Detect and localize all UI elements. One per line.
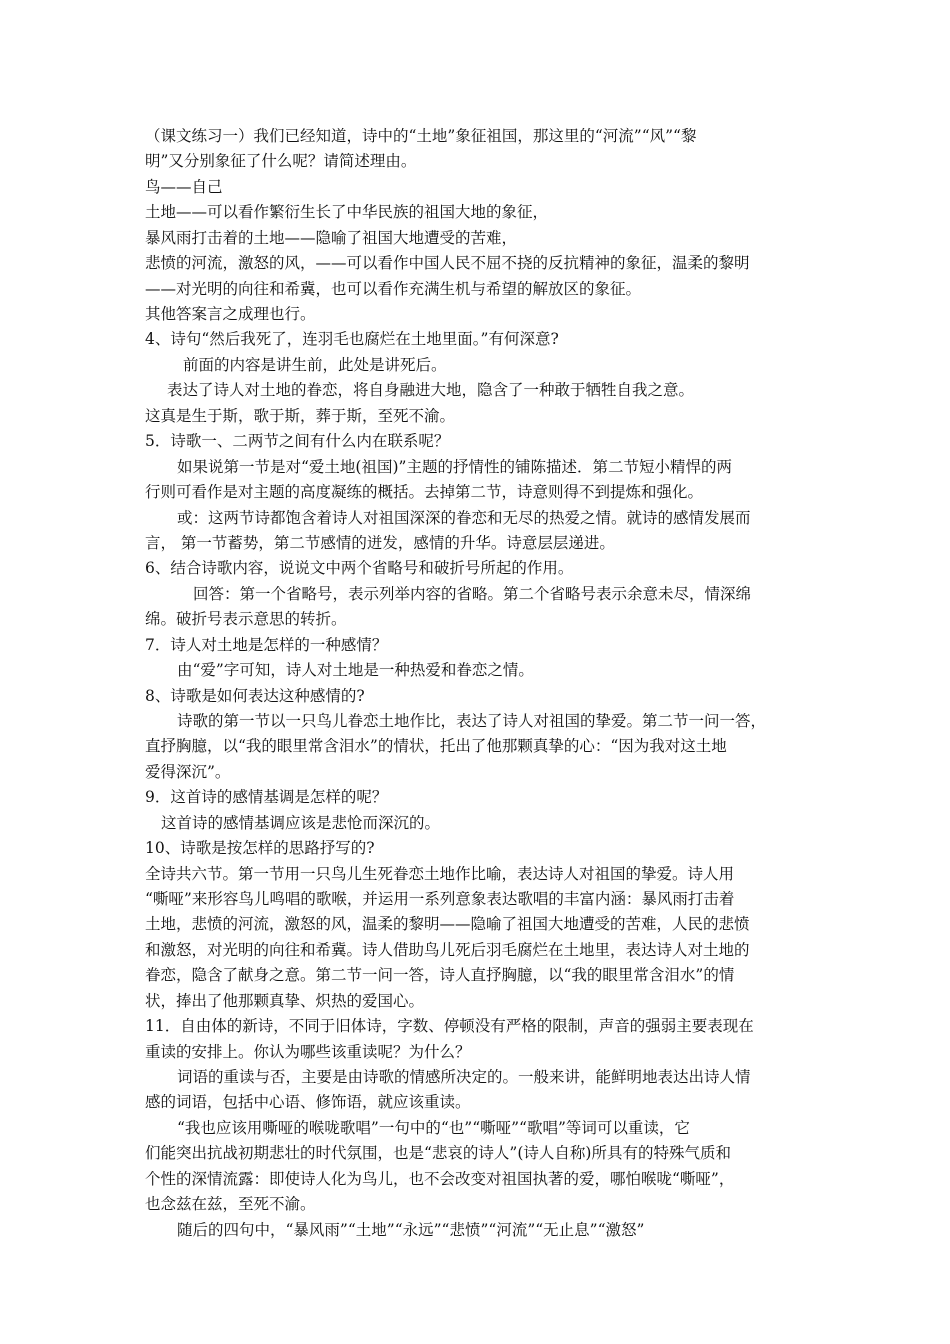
text-line: 和激怒，对光明的向往和希冀。诗人借助鸟儿死后羽毛腐烂在土地里，表达诗人对土地的	[145, 941, 750, 959]
text-line: 爱得深沉”。	[145, 763, 231, 781]
text-line: ——对光明的向往和希冀，也可以看作充满生机与希望的解放区的象征。	[145, 280, 642, 298]
text-line: 言， 第一节蓄势，第二节感情的迸发，感情的升华。诗意层层递进。	[145, 534, 615, 552]
text-line: 词语的重读与否，主要是由诗歌的情感所决定的。一般来讲，能鲜明地表达出诗人情	[177, 1068, 751, 1086]
text-line: 感的词语，包括中心语、修饰语，就应该重读。	[145, 1093, 471, 1111]
text-line: 们能突出抗战初期悲壮的时代氛围，也是“悲哀的诗人”(诗人自称)所具有的特殊气质和	[145, 1144, 731, 1162]
text-line: “我也应该用嘶哑的喉咙歌唱”一句中的“也”“嘶哑”“歌唱”等词可以重读，它	[177, 1119, 690, 1137]
text-line: 表达了诗人对土地的眷恋，将自身融进大地，隐含了一种敢于牺牲自我之意。	[167, 381, 695, 399]
question-heading: 7．诗人对土地是怎样的一种感情？	[145, 636, 388, 654]
question-heading: 11．自由体的新诗，不同于旧体诗，字数、停顿没有严格的限制，声音的强弱主要表现在	[145, 1017, 754, 1035]
question-heading: 6、结合诗歌内容，说说文中两个省略号和破折号所起的作用。	[145, 559, 574, 577]
text-line: （课文练习一）我们已经知道，诗中的“土地”象征祖国，那这里的“河流”“风”“黎	[145, 127, 697, 145]
text-line: 全诗共六节。第一节用一只鸟儿生死眷恋土地作比喻，表达诗人对祖国的挚爱。诗人用	[145, 865, 735, 883]
text-line: 由“爱”字可知，诗人对土地是一种热爱和眷恋之情。	[177, 661, 534, 679]
text-line: 如果说第一节是对“爱土地(祖国)”主题的抒情性的铺陈描述．第二节短小精悍的两	[177, 458, 732, 476]
text-line: 也念兹在兹，至死不渝。	[145, 1195, 316, 1213]
text-line: 重读的安排上。你认为哪些该重读呢？为什么？	[145, 1043, 471, 1061]
text-line: 回答：第一个省略号，表示列举内容的省略。第二个省略号表示余意未尽，情深绵	[193, 585, 752, 603]
text-line: 直抒胸臆，以“我的眼里常含泪水”的情状，托出了他那颗真挚的心：“因为我对这土地	[145, 737, 727, 755]
text-line: 随后的四句中，“暴风雨”“土地”“永远”“悲愤”“河流”“无止息”“激怒”	[177, 1221, 645, 1239]
question-heading: 9．这首诗的感情基调是怎样的呢？	[145, 788, 388, 806]
question-heading: 10、诗歌是按怎样的思路抒写的?	[145, 839, 375, 857]
text-line: 土地，悲愤的河流，激怒的风，温柔的黎明——隐喻了祖国大地遭受的苦难，人民的悲愤	[145, 915, 750, 933]
text-line: 前面的内容是讲生前，此处是讲死后。	[183, 356, 447, 374]
text-line: 这首诗的感情基调应该是悲怆而深沉的。	[161, 814, 441, 832]
text-line: 其他答案言之成理也行。	[145, 305, 316, 323]
question-heading: 5．诗歌一、二两节之间有什么内在联系呢？	[145, 432, 450, 450]
text-line: 诗歌的第一节以一只鸟儿眷恋土地作比，表达了诗人对祖国的挚爱。第二节一问一答，	[177, 712, 767, 730]
text-line: 暴风雨打击着的土地——隐喻了祖国大地遭受的苦难，	[145, 229, 518, 247]
text-line: 行则可看作是对主题的高度凝练的概括。去掉第二节，诗意则得不到提炼和强化。	[145, 483, 704, 501]
text-line: 土地——可以看作繁衍生长了中华民族的祖国大地的象征，	[145, 203, 549, 221]
text-line: 鸟——自己	[145, 178, 223, 196]
text-line: 明”又分别象征了什么呢？请简述理由。	[145, 152, 417, 170]
question-heading: 4、诗句“然后我死了，连羽毛也腐烂在土地里面。”有何深意?	[145, 330, 559, 348]
text-line: 或：这两节诗都饱含着诗人对祖国深深的眷恋和无尽的热爱之情。就诗的感情发展而	[177, 509, 751, 527]
text-line: 眷恋，隐含了献身之意。第二节一问一答，诗人直抒胸臆，以“我的眼里常含泪水”的情	[145, 966, 735, 984]
text-line: 这真是生于斯，歌于斯，葬于斯，至死不渝。	[145, 407, 456, 425]
text-line: “嘶哑”来形容鸟儿鸣唱的歌喉，并运用一系列意象表达歌唱的丰富内涵：暴风雨打击着	[145, 890, 735, 908]
text-line: 绵。破折号表示意思的转折。	[145, 610, 347, 628]
text-line: 悲愤的河流，激怒的风，——可以看作中国人民不屈不挠的反抗精神的象征，温柔的黎明	[145, 254, 750, 272]
text-line: 个性的深情流露：即使诗人化为鸟儿，也不会改变对祖国执著的爱，哪怕喉咙“嘶哑”，	[145, 1170, 735, 1188]
question-heading: 8、诗歌是如何表达这种感情的?	[145, 687, 365, 705]
text-line: 状，捧出了他那颗真挚、炽热的爱国心。	[145, 992, 425, 1010]
